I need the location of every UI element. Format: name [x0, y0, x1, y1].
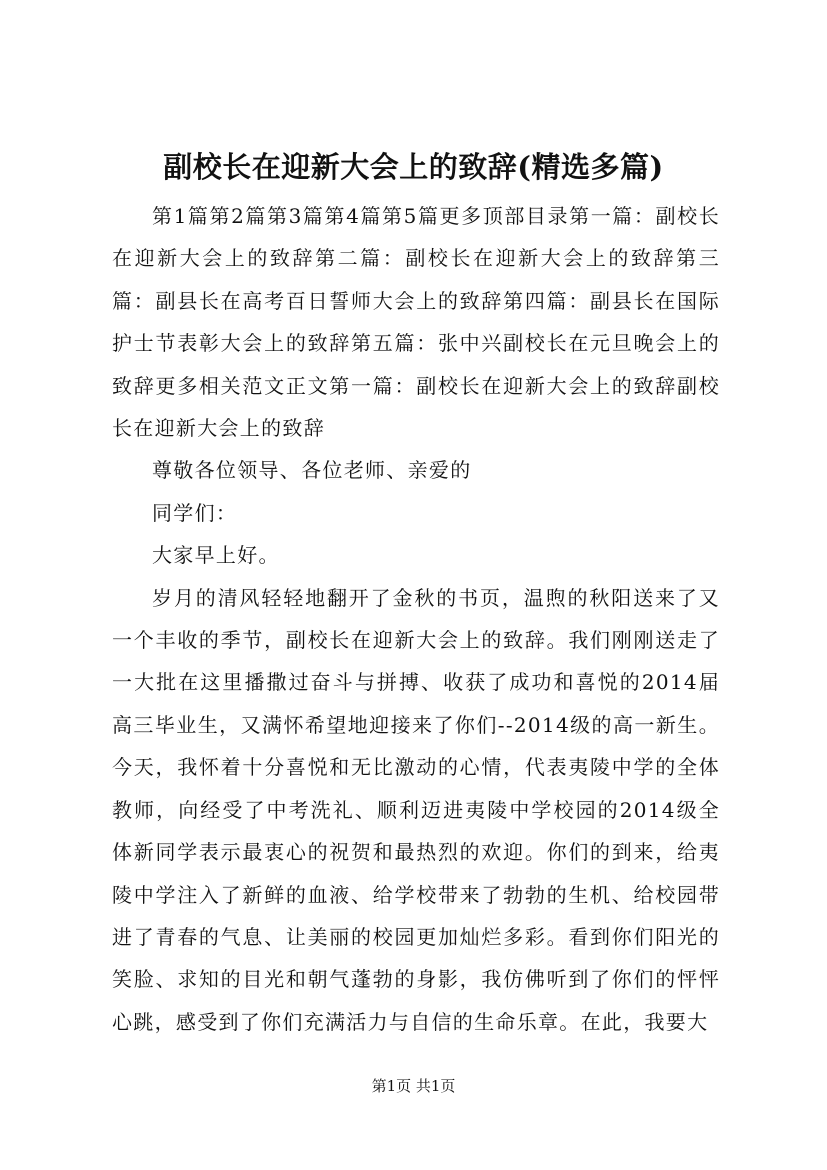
greeting-paragraph: 大家早上好。	[152, 543, 280, 568]
toc-paragraph: 第1篇第2篇第3篇第4篇第5篇更多顶部目录第一篇：副校长在迎新大会上的致辞第二篇：副校长在迎新大会上的致辞第三篇：副县长在高考百日誓师大会上的致辞第四篇：副县长在国际护士节表彰大会上的致辞第五篇：张中兴副校长在元旦晚会上的致辞更多相关范文正文第一篇：副校长在迎新大会上的致辞副校长在迎新大会上的致辞	[112, 204, 720, 441]
salutation-paragraph: 尊敬各位领导、各位老师、亲爱的	[152, 458, 472, 483]
page-footer: 第1页 共1页	[371, 1077, 456, 1095]
document-body	[112, 195, 720, 1043]
document-title: 副校长在迎新大会上的致辞(精选多篇)	[163, 150, 664, 184]
salutation-continued-paragraph: 同学们：	[152, 500, 238, 525]
speech-paragraph: 岁月的清风轻轻地翻开了金秋的书页，温煦的秋阳送来了又一个丰收的季节，副校长在迎新大会上的致辞。我们刚刚送走了一大批在这里播撒过奋斗与拼搏、收获了成功和喜悦的2014届高三毕业生，又满怀希望地迎接来了你们--2014级的高一新生。今天，我怀着十分喜悦和无比激动的心情，代表夷陵中学的全体教师，向经受了中考洗礼、顺利迈进夷陵中学校园的2014级全体新同学表示最衷心的祝贺和最热烈的欢迎。你们的到来，给夷陵中学注入了新鲜的血液、给学校带来了勃勃的生机、给校园带进了青春的气息、让美丽的校园更加灿烂多彩。看到你们阳光的笑脸、求知的目光和朝气蓬勃的身影，我仿佛听到了你们的怦怦心跳，感受到了你们充满活力与自信的生命乐章。在此，我要大	[112, 585, 720, 1034]
